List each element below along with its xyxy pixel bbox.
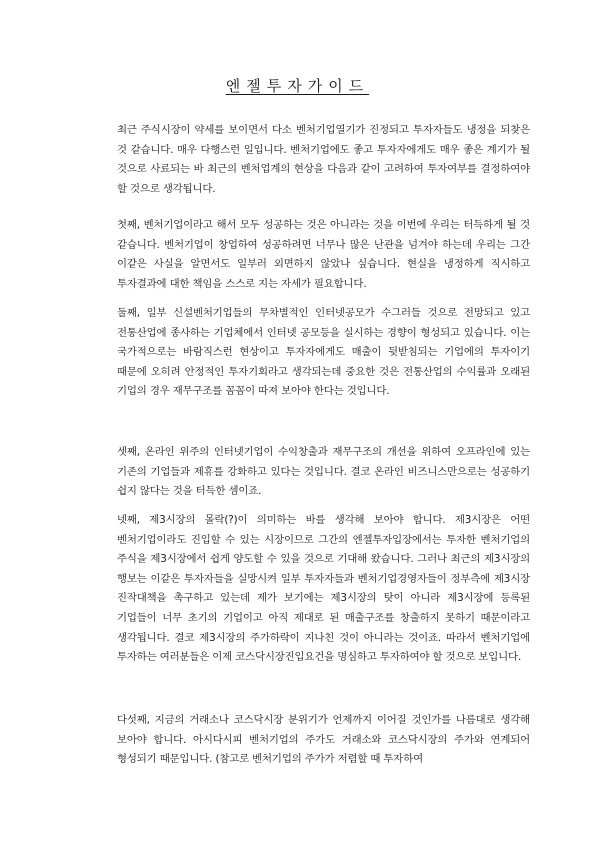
paragraph-third: 셋째, 온라인 위주의 인터넷기업이 수익창출과 재무구조의 개선을 위하여 오프라인에 있는 기존의 기업들과 제휴를 강화하고 있다는 것입니다. 결코 온라인 비즈니스만으로는 성공하기 쉽지 않다는 것을 터득한 셈이죠. — [117, 446, 530, 498]
page-title-text: 엔젤투자가이드 — [225, 77, 370, 95]
paragraph-fifth: 다섯째, 지금의 거래소나 코스닥시장 분위기가 언제까지 이어질 것인가를 나름대로 생각해 보아야 합니다. 아시다시피 벤처기업의 주가도 거래소와 코스닥시장의 주가와 연계되어 형성되기 때문입니다. (참고로 벤처기업의 주가가 저렴할 때 투자하여 — [117, 714, 530, 766]
paragraph-intro: 최근 주식시장이 약세를 보이면서 다소 벤처기업열기가 진정되고 투자자들도 냉정을 되찾은 것 같습니다. 매우 다행스런 일입니다. 벤처기업에도 좋고 투자자에게도 매우 좋은 계기가 될 것으로 사료되는 바 최근의 벤처업계의 현상을 다음과 같이 고려하여 투자여부를 결정하여야 할 것으로 생각됩니다. — [117, 124, 530, 195]
paragraph-first: 첫째, 벤처기업이라고 해서 모두 성공하는 것은 아니라는 것을 이번에 우리는 터득하게 될 것 같습니다. 벤처기업이 창업하여 성공하려면 너무나 많은 난관을 넘겨야 하는데 우리는 그간 이같은 사실을 알면서도 일부러 외면하지 않았나 싶습니다. 현실을 냉정하게 직시하고 투자결과에 대한 책임을 스스로 지는 자세가 필요합니다. — [117, 219, 530, 290]
paragraph-fourth: 넷째, 제3시장의 몰락(?)이 의미하는 바를 생각해 보아야 합니다. 제3시장은 어떤 벤처기업이라도 진입할 수 있는 시장이므로 그간의 엔젤투자입장에서는 투자한 벤처기업의 주식을 제3시장에서 쉽게 양도할 수 있을 것으로 기대해 왔습니다. 그러나 최근의 제3시장의 행보는 이같은 투자자들을 실망시켜 일부 투자자들과 벤처기업경영자들이 정부측에 제3시장 진작대책을 촉구하고 있는데 제가 보기에는 제3시장의 탓이 아니라 제3시장에 등록된 기업들이 너무 초기의 기업이고 아직 제대로 된 매출구조를 창출하지 못하기 때문이라고 생각됩니다. 결코 제3시장의 주가하락이 지나친 것이 아니라는 것이죠. 따라서 벤처기업에 투자하는 여러분들은 이제 코스닥시장진입요건을 명심하고 투자하여야 할 것으로 보입니다. — [117, 514, 530, 664]
page-title — [0, 76, 595, 96]
paragraph-second: 둘째, 일부 신설벤처기업들의 무차별적인 인터넷공모가 수그러들 것으로 전망되고 있고 전통산업에 종사하는 기업체에서 인터넷 공모등을 실시하는 경향이 형성되고 있습니다. 이는 국가적으로는 바람직스런 현상이고 투자자에게도 매출이 뒷받침되는 기업에의 투자이기 때문에 오히려 안정적인 투자기회라고 생각되는데 중요한 것은 전통산업의 수익률과 오래된 기업의 경우 재무구조를 꼼꼼이 따져 보아야 한다는 것입니다. — [117, 307, 530, 398]
